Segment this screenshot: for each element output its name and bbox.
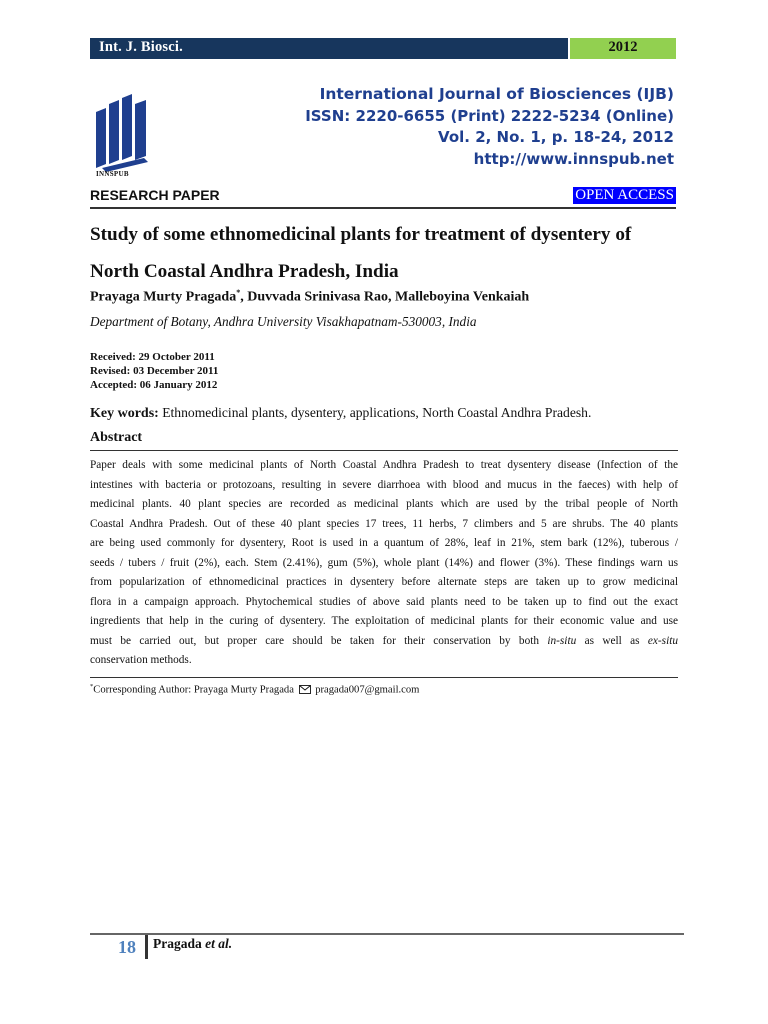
corresponding-mark: *	[236, 288, 241, 297]
keywords-text: Ethnomedicinal plants, dysentery, applications, North Coastal Andhra Pradesh.	[158, 405, 592, 420]
abstract-line: seeds / tubers / fruit (2%), each. Stem (2.41%), gum (5%), whole plant (14%) and flower (3%). These findings warn us	[90, 556, 678, 569]
abstract-bottom-divider	[90, 677, 678, 678]
abstract-top-divider	[90, 450, 678, 451]
article-title	[90, 216, 682, 290]
accepted-date: Accepted: 06 January 2012	[90, 379, 218, 391]
abstract-line: from popularization of ethnomedicinal practices in dysentery before alternate steps are taken up to grow medicinal	[90, 576, 678, 588]
footer-divider	[90, 933, 684, 935]
logo-caption: INNSPUB	[96, 170, 129, 178]
research-paper-label: RESEARCH PAPER	[90, 187, 220, 203]
abstract-line: intestines with bacteria or protozoans, resulting in severe diarrhoea with blood and mucus in the faeces) with help of	[90, 478, 678, 491]
footer-separator	[145, 935, 148, 959]
abstract-line-text: must be carried out, but proper care should be taken for their conservation by both	[90, 634, 548, 647]
journal-url[interactable]: http://www.innspub.net	[473, 149, 674, 168]
page-number: 18	[118, 937, 136, 957]
abstract-line: conservation methods.	[90, 654, 192, 666]
corr-email[interactable]: pragada007@gmail.com	[312, 684, 420, 696]
header-divider	[90, 207, 676, 209]
journal-issn: ISSN: 2220-6655 (Print) 2222-5234 (Online)	[305, 106, 674, 125]
journal-short-name: Int. J. Biosci.	[90, 38, 568, 59]
abstract-heading: Abstract	[90, 430, 143, 445]
authors-rest: , Duvvada Srinivasa Rao, Malleboyina Venkaiah	[240, 289, 530, 305]
article-dates	[90, 350, 218, 392]
keywords	[90, 405, 591, 422]
corr-text: Corresponding Author: Prayaga Murty Pragada	[93, 684, 297, 696]
corr-mark: *	[90, 683, 94, 690]
abstract-line: Paper deals with some medicinal plants of North Coastal Andhra Pradesh to treat dysentery disease (Infection of the	[90, 459, 678, 471]
open-access-badge: OPEN ACCESS	[575, 187, 674, 203]
article-type-row	[90, 187, 676, 209]
footer-author-name: Pragada	[153, 936, 206, 951]
abstract-line-text: as well as	[576, 634, 648, 647]
corresponding-author	[90, 683, 419, 696]
author-1: Prayaga Murty Pragada	[90, 289, 237, 305]
journal-volume: Vol. 2, No. 1, p. 18-24, 2012	[438, 128, 674, 146]
abstract-line: Coastal Andhra Pradesh. Out of these 40 plant species 17 trees, 11 herbs, 7 climbers and 5 are shrubs. The 40 plants	[90, 517, 678, 530]
author-list	[90, 288, 529, 306]
abstract-line	[90, 632, 678, 652]
abstract-line: flora in a campaign approach. Phytochemical studies of above said plants need to be taken up to find out the exact	[90, 595, 678, 608]
footer-et-al: et al.	[205, 936, 233, 951]
abstract-line: ingredients that help in the curing of dysentery. The exploitation of medicinal plants for their economic value and use	[90, 615, 678, 627]
header-year: 2012	[570, 38, 676, 59]
footer-author	[153, 936, 232, 952]
keywords-label: Key words:	[90, 406, 159, 421]
abstract-body	[90, 456, 678, 671]
journal-title: International Journal of Biosciences (IJB)	[319, 85, 674, 103]
ex-situ-term: ex-situ	[647, 634, 679, 647]
abstract-line: medicinal plants. 40 plant species are recorded as medicinal plants which are used by the tribal people of North	[90, 498, 678, 510]
abstract-line: are being used commonly for dysentery, Root is used in a quantum of 28%, leaf in 21%, stem bark (12%), tuberous /	[90, 537, 678, 549]
revised-date: Revised: 03 December 2011	[90, 365, 219, 377]
affiliation: Department of Botany, Andhra University Visakhapatnam-530003, India	[90, 314, 477, 329]
received-date: Received: 29 October 2011	[90, 351, 215, 363]
title-line-2: North Coastal Andhra Pradesh, India	[90, 261, 399, 282]
journal-header-bar	[90, 38, 676, 59]
envelope-icon	[299, 685, 311, 694]
title-line-1: Study of some ethnomedicinal plants for treatment of dysentery of	[90, 224, 632, 245]
journal-info	[305, 84, 674, 170]
in-situ-term: in-situ	[547, 634, 577, 647]
